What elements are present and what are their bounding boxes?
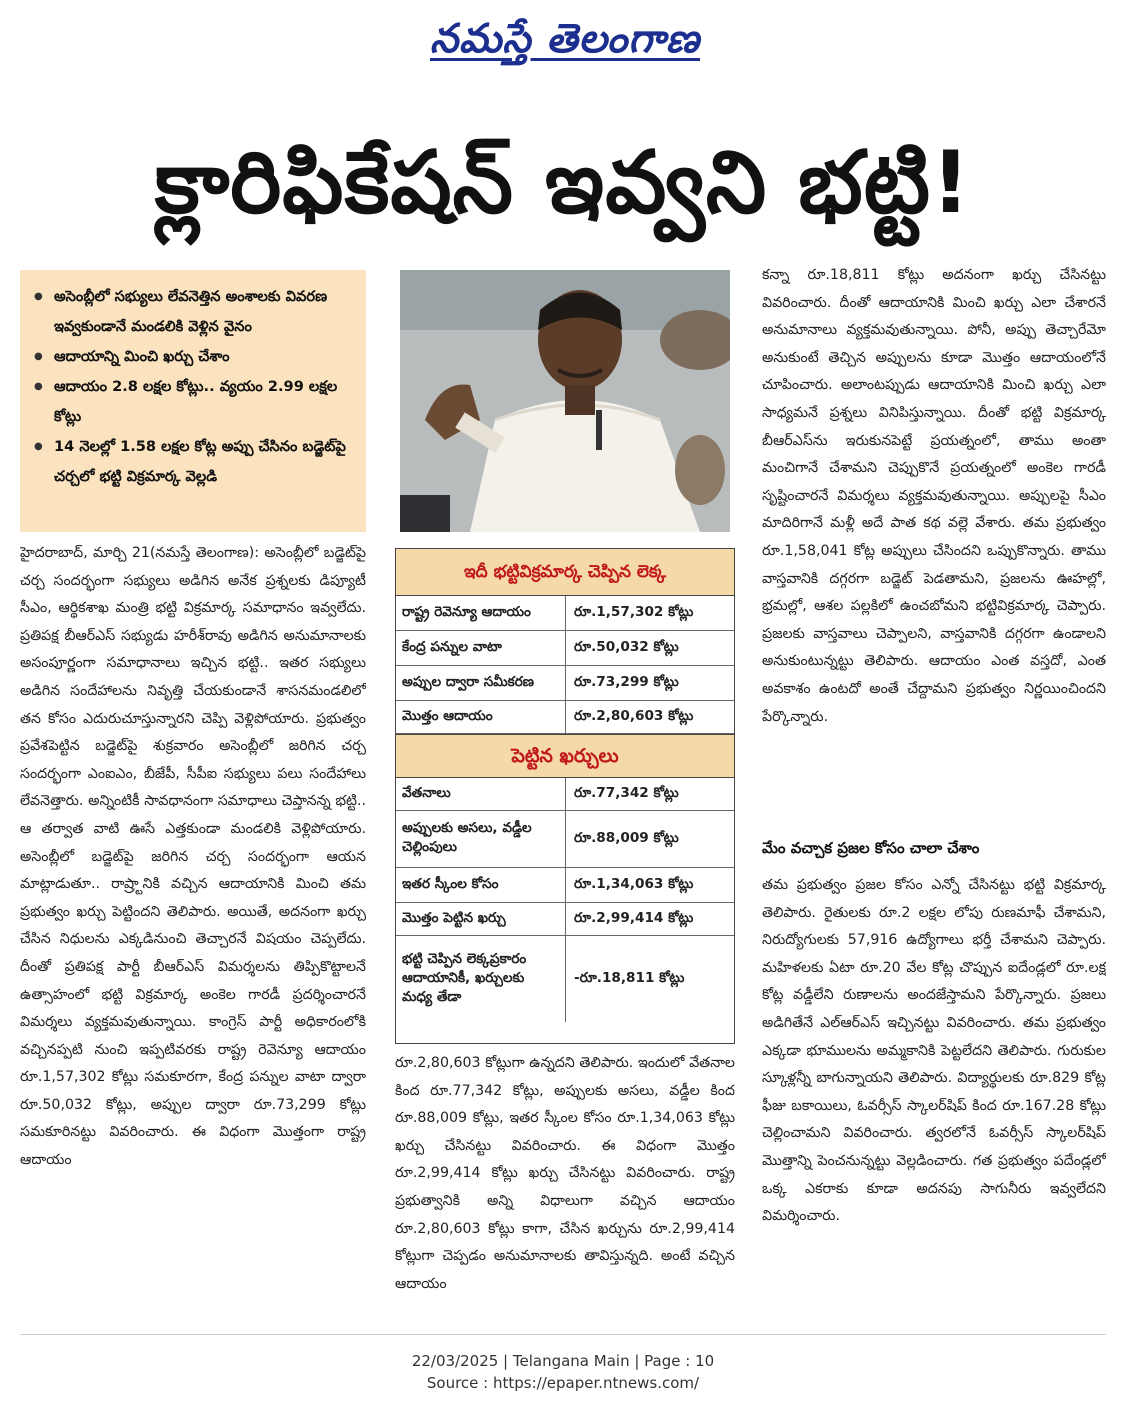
budget-table xyxy=(395,548,735,1044)
row-value: రూ.73,299 కోట్లు xyxy=(574,673,679,690)
highlight-item: ● 14 నెలల్లో 1.58 లక్షల కోట్ల అప్పు చేసినం బడ్జెట్‌పై చర్చలో భట్టి విక్రమార్క వెల్లడి xyxy=(32,432,356,492)
article-column-3b xyxy=(762,872,1106,1312)
table-title-expense: పెట్టిన ఖర్చులు xyxy=(396,734,734,778)
footer-divider xyxy=(20,1334,1106,1335)
row-value: రూ.77,342 కోట్లు xyxy=(574,784,679,801)
row-value: -రూ.18,811 కోట్లు xyxy=(574,969,685,986)
row-label: వేతనాలు xyxy=(396,778,566,810)
footer-date-line: 22/03/2025 | Telangana Main | Page : 10 xyxy=(411,1352,715,1370)
row-value: రూ.2,80,603 కోట్లు xyxy=(574,707,694,724)
article-column-1 xyxy=(20,540,366,1312)
highlight-item: ● అసెంబ్లీలో సభ్యులు లేవనెత్తిన అంశాలకు వివరణ ఇవ్వకుండానే మండలికి వెళ్లిన వైనం xyxy=(32,282,356,342)
row-label: మొత్తం పెట్టిన ఖర్చు xyxy=(396,903,566,935)
headline: క్లారిఫికేషన్ ఇవ్వని భట్టి! xyxy=(154,133,972,233)
table-title-income: ఇదీ భట్టివిక్రమార్క చెప్పిన లెక్క xyxy=(396,549,734,596)
row-value: రూ.1,57,302 కోట్లు xyxy=(574,603,694,620)
page-footer xyxy=(0,1350,1126,1394)
row-value: రూ.88,009 కోట్లు xyxy=(574,829,679,846)
article-text: కన్నా రూ.18,811 కోట్లు అదనంగా ఖర్చు చేసినట్టు వివరించారు. దీంతో ఆదాయానికి మించి ఖర్చు ఎలా చేశారనే అనుమానాలు వ్యక్తమవుతున్నాయి. పోనీ, అప్పు తెచ్చారేమో అనుకుంటే తెచ్చిన అప్పులను కూడా మొత్తం ఆదాయంలోనే చూపించారు. అలాంటప్పుడు ఆదాయానికి మించి ఖర్చు ఎలా సాధ్యమనే ప్రశ్నలు వినిపిస్తున్నాయి. దీంతో భట్టి విక్రమార్క బీఆర్‌ఎస్‌ను ఇరుకునపెట్టే ప్రయత్నంలో, తాము అంతా మంచిగానే చేశామని చెప్పుకొనే ప్రయత్నంలో అంకెల గారడీ సృష్టించారనే విమర్శలు వ్యక్తమవుతున్నాయి. అప్పులపై సీఎం మాదిరిగానే మళ్లీ అదే పాత కథ వల్లె వేశారు. తమ ప్రభుత్వం రూ.1,58,041 కోట్ల అప్పులు చేసిందని ఒప్పుకొన్నారు. తాము వాస్తవానికి దగ్గరగా బడ్జెట్ పెడతామని, ప్రజలను ఊహల్లో, భ్రమల్లో, ఆశల పల్లకిలో ఉంచబోమని భట్టివిక్రమార్క చెప్పారు. ప్రజలకు వాస్తవాలు చెప్పాలని, వాస్తవానికి దగ్గరగా ఉండాలని అనుకుంటున్నట్టు తెలిపారు. ఆదాయం ఎంత వస్తదో, ఎంత అవకాశం ఉంటదో అంతే చేద్దామని ప్రభుత్వం నిర్ణయించిందని పేర్కొన్నారు. xyxy=(762,267,1106,725)
photo-illustration xyxy=(400,270,730,532)
article-column-2 xyxy=(395,1050,735,1312)
table-row xyxy=(396,936,734,1022)
table-row xyxy=(396,631,734,666)
row-label: అప్పులకు అసలు, వడ్డీల చెల్లింపులు xyxy=(396,811,566,867)
table-row xyxy=(396,666,734,701)
table-row xyxy=(396,701,734,734)
minister-photo xyxy=(400,270,730,532)
table-row xyxy=(396,811,734,868)
highlight-item: ● ఆదాయాన్ని మించి ఖర్చు చేశాం xyxy=(32,342,356,372)
row-value: రూ.1,34,063 కోట్లు xyxy=(574,875,694,892)
highlight-item: ● ఆదాయం 2.8 లక్షల కోట్లు.. వ్యయం 2.99 లక్షల కోట్లు xyxy=(32,372,356,432)
article-text: హైదరాబాద్, మార్చి 21(నమస్తే తెలంగాణ): అసెంబ్లీలో బడ్జెట్‌పై చర్చ సందర్భంగా సభ్యులు అడిగిన అనేక ప్రశ్నలకు డిప్యూటీ సీఎం, ఆర్థికశాఖ మంత్రి భట్టి విక్రమార్క సమాధానం ఇవ్వలేదు. ప్రతిపక్ష బీఆర్‌ఎస్ సభ్యుడు హరీశ్‌రావు అడిగిన అనుమానాలకు అసంపూర్ణంగా సమాధానాలు ఇచ్చిన భట్టి.. ఇతర సభ్యులు అడిగిన సందేహాలను నివృత్తి చేయకుండానే శాసనమండలిలో తన కోసం ఎదురుచూస్తున్నారని చెప్పి వెళ్లిపోయారు. ప్రభుత్వం ప్రవేశపెట్టిన బడ్జెట్‌పై శుక్రవారం అసెంబ్లీలో జరిగిన చర్చ సందర్భంగా ఎంఐఎం, బీజేపీ, సీపీఐ సభ్యులు పలు సందేహాలు లేవనెత్తారు. అన్నింటికీ సావధానంగా సమాధాలు చెప్తానన్న భట్టి.. ఆ తర్వాత వాటి ఊసే ఎత్తకుండా మండలికి వెళ్లిపోయారు. అసెంబ్లీలో బడ్జెట్‌పై జరిగిన చర్చ సందర్భంగా ఆయన మాట్లాడుతూ.. రాష్ర్టానికి వచ్చిన ఆదాయానికి మించి తమ ప్రభుత్వం ఖర్చు పెట్టిందని తెలిపారు. అయితే, అదనంగా ఖర్చు చేసిన నిధులను ఎక్కడినుంచి తెచ్చారనే విషయం చెప్పలేదు. దీంతో ప్రతిపక్ష పార్టీ బీఆర్‌ఎస్ విమర్శలను తిప్పికొట్టాలనే ఉత్సాహంలో భట్టి విక్రమార్క అంకెల గారడీ ప్రదర్శించారనే విమర్శలు వ్యక్తమవుతున్నాయి. కాంగ్రెస్ పార్టీ అధికారంలోకి వచ్చినప్పటి నుంచి ఇప్పటివరకు రాష్ట్ర రెవెన్యూ ఆదాయం రూ.1,57,302 కోట్లు సమకూరగా, కేంద్ర పన్నుల వాటా ద్వారా రూ.50,032 కోట్లు, అప్పుల ద్వారా రూ.73,299 కోట్లు సమకూరినట్టు వివరించారు. ఈ విధంగా మొత్తంగా రాష్ట్ర ఆదాయం xyxy=(20,545,366,1169)
section-subheading: మేం వచ్చాక ప్రజల కోసం చాలా చేశాం xyxy=(762,839,980,857)
row-value: రూ.2,99,414 కోట్లు xyxy=(574,909,694,926)
table-row xyxy=(396,778,734,811)
table-row xyxy=(396,596,734,631)
article-text: తమ ప్రభుత్వం ప్రజల కోసం ఎన్నో చేసినట్టు భట్టి విక్రమార్క తెలిపారు. రైతులకు రూ.2 లక్షల లోపు రుణమాఫీ చేశామని, నిరుద్యోగులకు 57,916 ఉద్యోగాలు భర్తీ చేశామని చెప్పారు. మహిళలకు ఏటా రూ.20 వేల కోట్ల చొప్పున ఐదేండ్లలో రూ.లక్ష కోట్ల వడ్డీలేని రుణాలను అందజేస్తామని పేర్కొన్నారు. ప్రజలు అడిగితేనే ఎల్‌ఆర్‌ఎస్ ఇచ్చినట్టు వివరించారు. తమ ప్రభుత్వం ఎక్కడా భూములను అమ్మకానికి పెట్టలేదని తెలిపారు. గురుకుల స్కూళ్లన్నీ బాగున్నాయని తెలిపారు. విద్యార్థులకు రూ.829 కోట్ల ఫీజు బకాయిలు, ఓవర్సీస్ స్కాలర్‌షిప్ కింద రూ.167.28 కోట్లు చెల్లించామని వివరించారు. త్వరలోనే ఓవర్సీస్ స్కాలర్‌షిప్ మొత్తాన్ని పెంచనున్నట్టు వెల్లడించారు. గత ప్రభుత్వం పదేండ్లలో ఒక్క ఎకరాకు కూడా అదనపు సాగునీరు ఇవ్వలేదని విమర్శించారు. xyxy=(762,877,1106,1225)
masthead-logo xyxy=(355,8,775,70)
article-column-3 xyxy=(762,262,1106,818)
row-label: ఇతర స్కీంల కోసం xyxy=(396,868,566,902)
row-label: అప్పుల ద్వారా సమీకరణ xyxy=(396,666,566,700)
table-row xyxy=(396,903,734,936)
article-text: రూ.2,80,603 కోట్లుగా ఉన్నదని తెలిపారు. ఇందులో వేతనాల కింద రూ.77,342 కోట్లు, అప్పులకు అసలు, వడ్డీల కింద రూ.88,009 కోట్లు, ఇతర స్కీంల కోసం రూ.1,34,063 కోట్లు ఖర్చు చేసినట్టు వివరించారు. ఈ విధంగా మొత్తం రూ.2,99,414 కోట్లు ఖర్చు చేసినట్టు వివరించారు. రాష్ట్ర ప్రభుత్వానికి అన్ని విధాలుగా వచ్చిన ఆదాయం రూ.2,80,603 కోట్లు కాగా, చేసిన ఖర్చును రూ.2,99,414 కోట్లుగా చెప్పడం అనుమానాలకు తావిస్తున్నది. అంటే వచ్చిన ఆదాయం xyxy=(395,1055,735,1292)
row-label: భట్టి చెప్పిన లెక్కప్రకారం ఆదాయానికీ, ఖర్చులకు మధ్య తేడా xyxy=(396,936,566,1022)
row-label: రాష్ట్ర రెవెన్యూ ఆదాయం xyxy=(396,596,566,630)
table-row xyxy=(396,868,734,903)
row-value: రూ.50,032 కోట్లు xyxy=(574,638,679,655)
row-label: కేంద్ర పన్నుల వాటా xyxy=(396,631,566,665)
masthead-title: నమస్తే తెలంగాణ xyxy=(429,15,701,62)
footer-source-line: Source : https://epaper.ntnews.com/ xyxy=(426,1374,700,1392)
row-label: మొత్తం ఆదాయం xyxy=(396,701,566,733)
highlights-box xyxy=(20,270,366,532)
